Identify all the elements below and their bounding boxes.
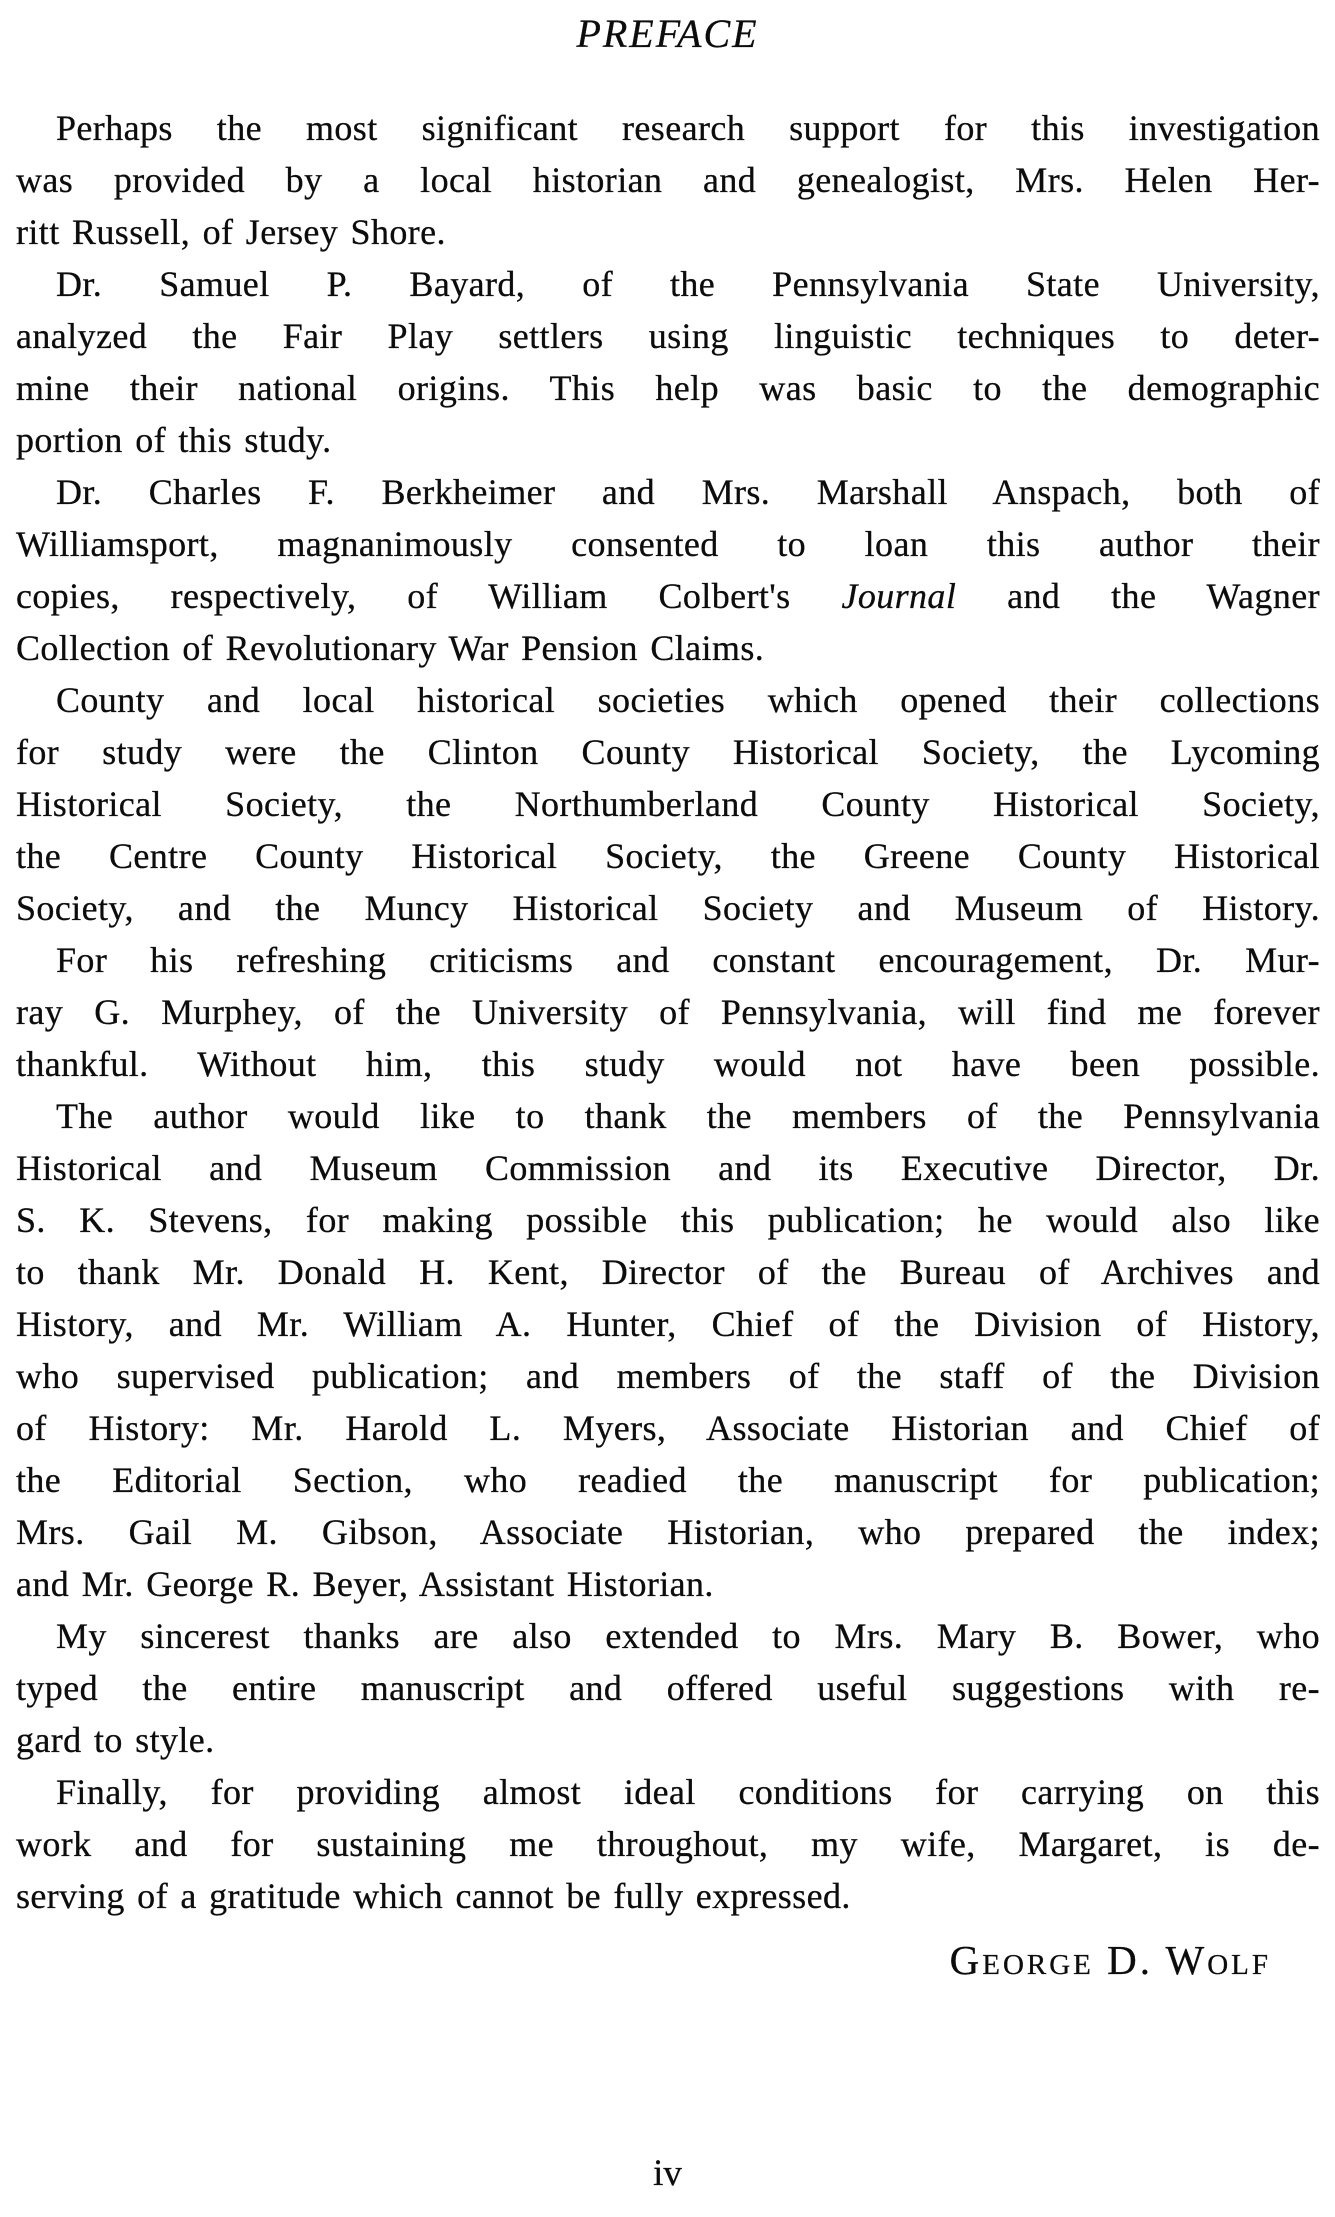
text-line: mine their national origins. This help was basic to the demographic — [16, 368, 1320, 408]
text-line: Perhaps the most significant research support for this investigation — [56, 108, 1320, 148]
text-line: serving of a gratitude which cannot be fully expressed. — [16, 1876, 851, 1916]
page-number: iv — [653, 2153, 682, 2194]
text-line: Finally, for providing almost ideal conditions for carrying on this — [56, 1772, 1320, 1812]
paragraph — [16, 1766, 1320, 1922]
paragraph — [16, 102, 1320, 258]
paragraph — [16, 674, 1320, 934]
text-line: the Centre County Historical Society, the Greene County Historical — [16, 836, 1320, 876]
text-line: who supervised publication; and members of the staff of the Division — [16, 1356, 1320, 1396]
paragraph — [16, 1610, 1320, 1766]
text-line: History, and Mr. William A. Hunter, Chief of the Division of History, — [16, 1304, 1320, 1344]
text-segment: copies, respectively, of William Colbert's — [16, 576, 842, 616]
page-title: PREFACE — [576, 11, 759, 56]
text-line: portion of this study. — [16, 420, 332, 460]
journal-title-italic: Journal — [841, 576, 957, 616]
preface-text — [0, 102, 1335, 1922]
text-line: Collection of Revolutionary War Pension Claims. — [16, 628, 765, 668]
text-line: thankful. Without him, this study would not have been possible. — [16, 1044, 1320, 1084]
text-line: typed the entire manuscript and offered useful suggestions with re- — [16, 1668, 1320, 1708]
text-line: for study were the Clinton County Historical Society, the Lycoming — [16, 732, 1320, 772]
text-segment: and the Wagner — [956, 576, 1320, 616]
text-line: was provided by a local historian and genealogist, Mrs. Helen Her- — [16, 160, 1320, 200]
text-line: the Editorial Section, who readied the manuscript for publication; — [16, 1460, 1320, 1500]
text-line: and Mr. George R. Beyer, Assistant Historian. — [16, 1564, 714, 1604]
text-line: work and for sustaining me throughout, my wife, Margaret, is de- — [16, 1824, 1320, 1864]
paragraph — [16, 934, 1320, 1090]
text-line: of History: Mr. Harold L. Myers, Associate Historian and Chief of — [16, 1408, 1320, 1448]
text-line: My sincerest thanks are also extended to Mrs. Mary B. Bower, who — [56, 1616, 1320, 1656]
author-signature: George D. Wolf — [949, 1937, 1271, 1983]
paragraph — [16, 1090, 1320, 1610]
text-line: For his refreshing criticisms and constant encouragement, Dr. Mur- — [56, 940, 1320, 980]
text-line: gard to style. — [16, 1720, 215, 1760]
paragraph — [16, 466, 1320, 674]
text-line: analyzed the Fair Play settlers using linguistic techniques to deter- — [16, 316, 1320, 356]
text-line: ray G. Murphey, of the University of Pennsylvania, will find me forever — [16, 992, 1320, 1032]
text-line: Williamsport, magnanimously consented to loan this author their — [16, 524, 1320, 564]
text-line: Historical Society, the Northumberland County Historical Society, — [16, 784, 1320, 824]
text-line: Mrs. Gail M. Gibson, Associate Historian, who prepared the index; — [16, 1512, 1320, 1552]
text-line: The author would like to thank the members of the Pennsylvania — [56, 1096, 1320, 1136]
text-line: ritt Russell, of Jersey Shore. — [16, 212, 446, 252]
text-line: to thank Mr. Donald H. Kent, Director of the Bureau of Archives and — [16, 1252, 1320, 1292]
text-line: Dr. Samuel P. Bayard, of the Pennsylvania State University, — [56, 264, 1320, 304]
text-line: County and local historical societies which opened their collections — [56, 680, 1320, 720]
text-line: S. K. Stevens, for making possible this publication; he would also like — [16, 1200, 1320, 1240]
paragraph — [16, 258, 1320, 466]
text-line: Dr. Charles F. Berkheimer and Mrs. Marshall Anspach, both of — [56, 472, 1320, 512]
text-line: Historical and Museum Commission and its Executive Director, Dr. — [16, 1148, 1320, 1188]
text-line — [16, 570, 1320, 622]
text-line: Society, and the Muncy Historical Society and Museum of History. — [16, 888, 1320, 928]
